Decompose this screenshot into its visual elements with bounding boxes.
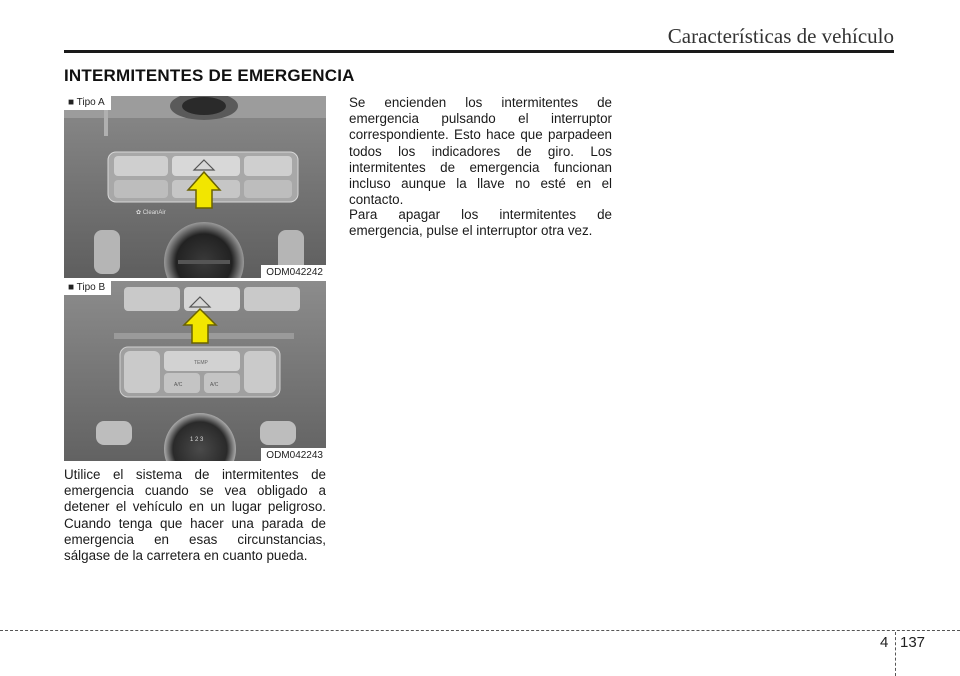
figure-label: ■ Tipo B xyxy=(64,281,111,295)
dashboard-panel-a-illustration xyxy=(64,96,326,278)
svg-text:1 2 3: 1 2 3 xyxy=(190,437,204,443)
figure-label: ■ Tipo A xyxy=(64,96,111,110)
svg-text:A/C: A/C xyxy=(210,382,219,388)
figure-code: ODM042242 xyxy=(261,265,326,278)
section-title: INTERMITENTES DE EMERGENCIA xyxy=(64,66,355,85)
figure-code: ODM042243 xyxy=(261,448,326,461)
svg-text:✿ CleanAir: ✿ CleanAir xyxy=(136,210,166,216)
dashboard-panel-b-illustration xyxy=(64,281,326,461)
figure-tipo-b xyxy=(64,281,326,461)
header-rule xyxy=(64,50,894,53)
figure-tipo-a xyxy=(64,96,326,278)
page-header-title: Características de vehículo xyxy=(667,24,894,48)
chapter-number: 4 xyxy=(880,634,889,651)
page-number: 137 xyxy=(900,634,926,651)
footer-rule xyxy=(0,630,960,631)
footer-divider xyxy=(895,632,896,676)
paragraph-activation: Se encienden los intermitentes de emergencia pulsando el interruptor correspondiente. Esto hace que parpadeen todos los indicadores de giro. Los intermitentes de emergencia funcionan incluso aunque la llave no esté en el contacto. xyxy=(349,95,612,208)
paragraph-usage: Utilice el sistema de intermitentes de emergencia cuando se vea obligado a detener el vehículo en un lugar peligroso. Cuando tenga que hacer una parada de emergencia en esas circunstancias, sálgase de la carretera en cuanto pueda. xyxy=(64,467,326,564)
svg-text:A/C: A/C xyxy=(174,382,183,388)
svg-text:TEMP: TEMP xyxy=(194,360,208,366)
paragraph-deactivation: Para apagar los intermitentes de emergencia, pulse el interruptor otra vez. xyxy=(349,207,612,239)
